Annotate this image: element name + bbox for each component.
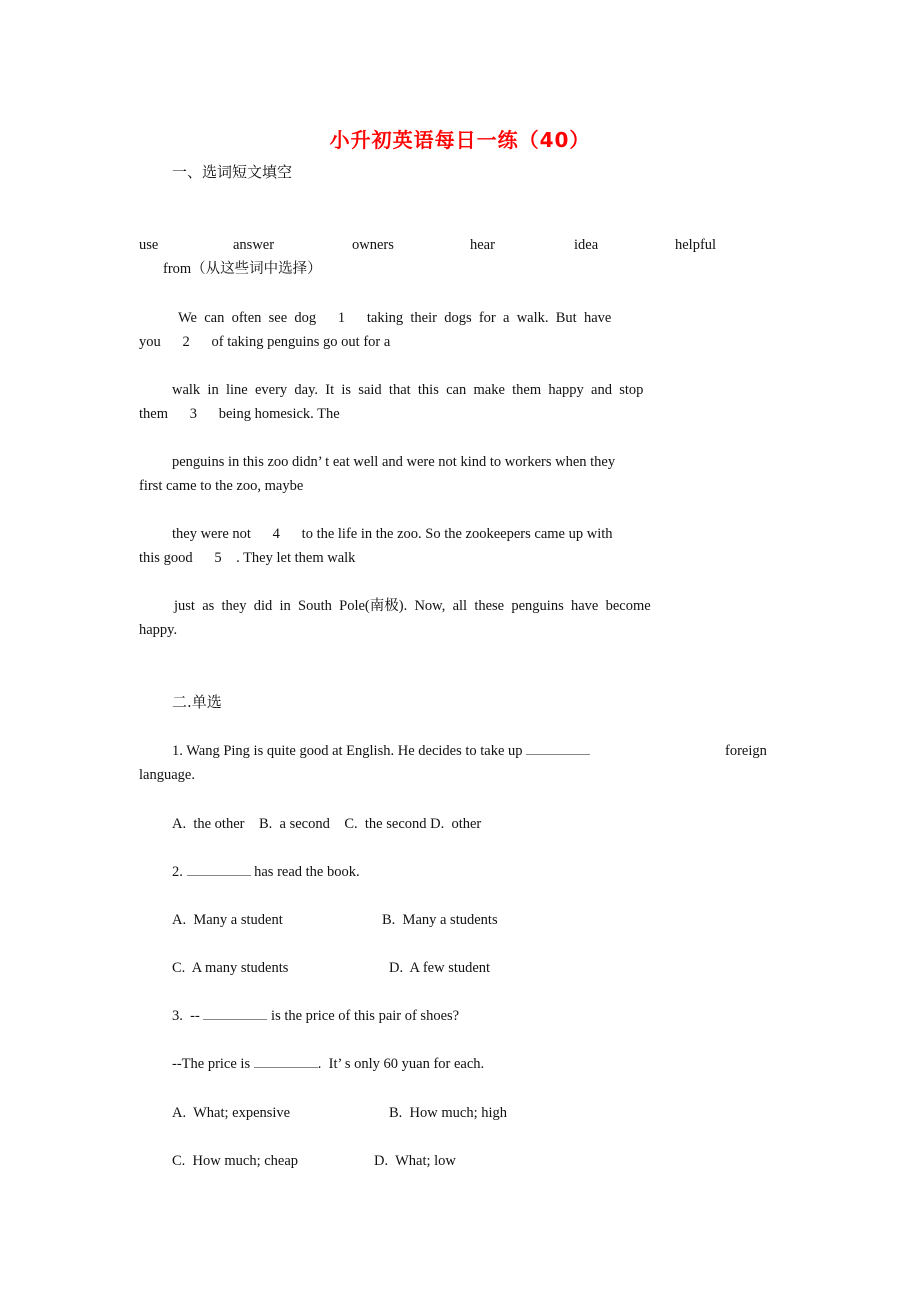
- word-bank-item: owners: [352, 237, 394, 253]
- answer-blank: [254, 1055, 318, 1068]
- question-stem: has read the book.: [254, 864, 360, 880]
- passage-line: them 3 being homesick. The: [139, 406, 340, 422]
- question-text: [172, 742, 590, 760]
- answer-blank: [526, 742, 590, 755]
- question-stem: is the price of this pair of shoes?: [271, 1008, 460, 1024]
- option-c: C. How much; cheap: [172, 1153, 299, 1169]
- question-options: A. the other B. a second C. the second D. other: [172, 816, 482, 832]
- word-bank-item: idea: [574, 237, 599, 253]
- option-c: C. A many students: [172, 960, 289, 976]
- word-bank-item: helpful: [675, 237, 717, 253]
- question-text-end: foreign: [725, 743, 767, 759]
- word-bank-item: use: [139, 237, 159, 253]
- question-number: 3. --: [172, 1008, 200, 1024]
- question-stem: 1. Wang Ping is quite good at English. He decides to take up: [172, 743, 523, 759]
- option-b: B. How much; high: [389, 1105, 508, 1121]
- passage-line: first came to the zoo, maybe: [139, 478, 304, 494]
- word-bank-instruction: from（从这些词中选择）: [163, 261, 322, 277]
- passage-line: just as they did in South Pole(南极). Now, all these penguins have become: [174, 598, 651, 614]
- option-d: D. What; low: [374, 1153, 456, 1169]
- option-d: D. A few student: [389, 960, 491, 976]
- word-bank-item: hear: [470, 237, 495, 253]
- section1-heading: 一、选词短文填空: [172, 163, 293, 181]
- question-text: [172, 1007, 459, 1025]
- question-number: 2.: [172, 864, 183, 880]
- answer-stem: --The price is: [172, 1056, 251, 1072]
- passage-line: this good 5 . They let them walk: [139, 550, 356, 566]
- question-text-cont: language.: [139, 767, 195, 783]
- page-title: 小升初英语每日一练（40）: [329, 128, 591, 152]
- option-b: B. Many a students: [382, 912, 498, 928]
- answer-text: [172, 1055, 484, 1073]
- word-bank-item: answer: [233, 237, 275, 253]
- passage-line: happy.: [139, 622, 178, 638]
- option-a: A. Many a student: [172, 912, 283, 928]
- passage-line: you 2 of taking penguins go out for a: [139, 334, 391, 350]
- answer-blank: [187, 863, 251, 876]
- passage-line: We can often see dog 1 taking their dogs for a walk. But have: [178, 310, 612, 326]
- answer-stem-end: . It’ s only 60 yuan for each.: [317, 1056, 485, 1072]
- passage-line: they were not 4 to the life in the zoo. So the zookeepers came up with: [172, 526, 613, 542]
- answer-blank: [203, 1007, 267, 1020]
- question-text: [172, 863, 360, 881]
- section2-heading: 二.单选: [172, 693, 222, 711]
- option-a: A. What; expensive: [172, 1105, 291, 1121]
- passage-line: walk in line every day. It is said that this can make them happy and stop: [172, 382, 644, 398]
- passage-line: penguins in this zoo didn’ t eat well and were not kind to workers when they: [172, 454, 616, 470]
